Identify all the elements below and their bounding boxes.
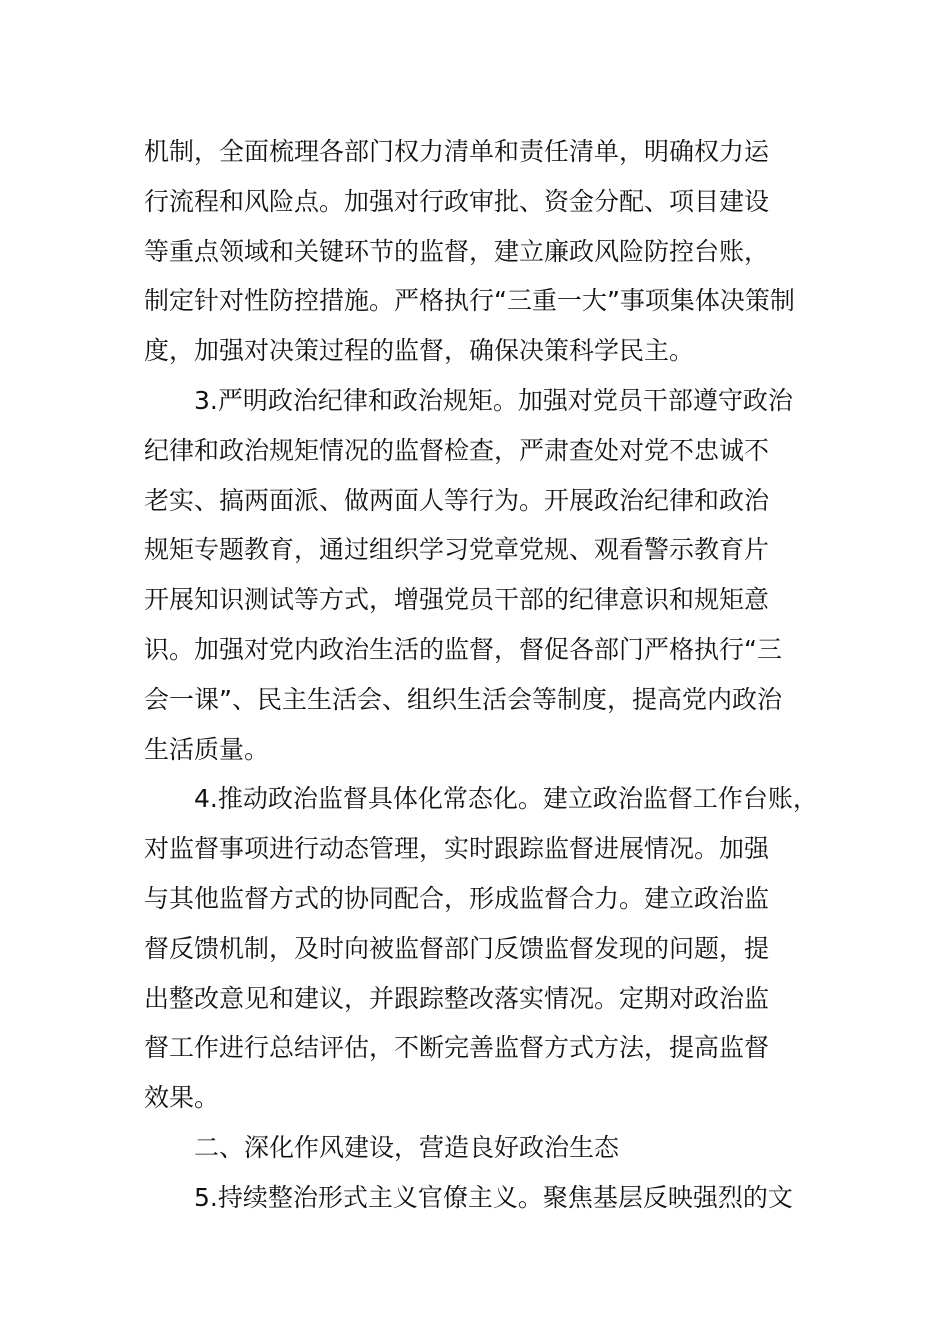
- text-line: 纪律和政治规矩情况的监督检查，严肃查处对党不忠诚不: [144, 435, 770, 465]
- text-line: 督工作进行总结评估，不断完善监督方式方法，提高监督: [144, 1033, 770, 1063]
- text-line: 老实、搞两面派、做两面人等行为。开展政治纪律和政治: [144, 485, 770, 515]
- text-line: 制定针对性防控措施。严格执行“三重一大”事项集体决策制: [144, 286, 795, 316]
- text-line: 行流程和风险点。加强对行政审批、资金分配、项目建设: [144, 186, 770, 216]
- text-line: 对监督事项进行动态管理，实时跟踪监督进展情况。加强: [144, 834, 770, 864]
- text-line: 机制，全面梳理各部门权力清单和责任清单，明确权力运: [144, 137, 770, 166]
- paragraph-start-line: 5.持续整治形式主义官僚主义。聚焦基层反映强烈的文: [194, 1182, 793, 1212]
- document-body: [144, 127, 824, 1223]
- section-heading: 二、深化作风建设，营造良好政治生态: [194, 1132, 620, 1162]
- text-line: 开展知识测试等方式，增强党员干部的纪律意识和规矩意: [144, 585, 770, 615]
- text-line: 生活质量。: [144, 734, 270, 764]
- text-line: 与其他监督方式的协同配合，形成监督合力。建立政治监: [144, 883, 770, 913]
- text-line: 度，加强对决策过程的监督，确保决策科学民主。: [144, 336, 695, 366]
- text-line: 督反馈机制，及时向被监督部门反馈监督发现的问题，提: [144, 933, 770, 963]
- text-line: 等重点领域和关键环节的监督，建立廉政风险防控台账，: [144, 236, 770, 266]
- text-line: 出整改意见和建议，并跟踪整改落实情况。定期对政治监: [144, 983, 770, 1013]
- paragraph-start-line: 4.推动政治监督具体化常态化。建立政治监督工作台账，: [194, 784, 818, 814]
- text-line: 会一课”、民主生活会、组织生活会等制度，提高党内政治: [144, 684, 782, 714]
- paragraph-start-line: 3.严明政治纪律和政治规矩。加强对党员干部遵守政治: [194, 385, 793, 415]
- text-line: 效果。: [144, 1083, 220, 1113]
- text-line: 识。加强对党内政治生活的监督，督促各部门严格执行“三: [144, 634, 782, 664]
- text-line: 规矩专题教育，通过组织学习党章党规、观看警示教育片: [144, 535, 770, 565]
